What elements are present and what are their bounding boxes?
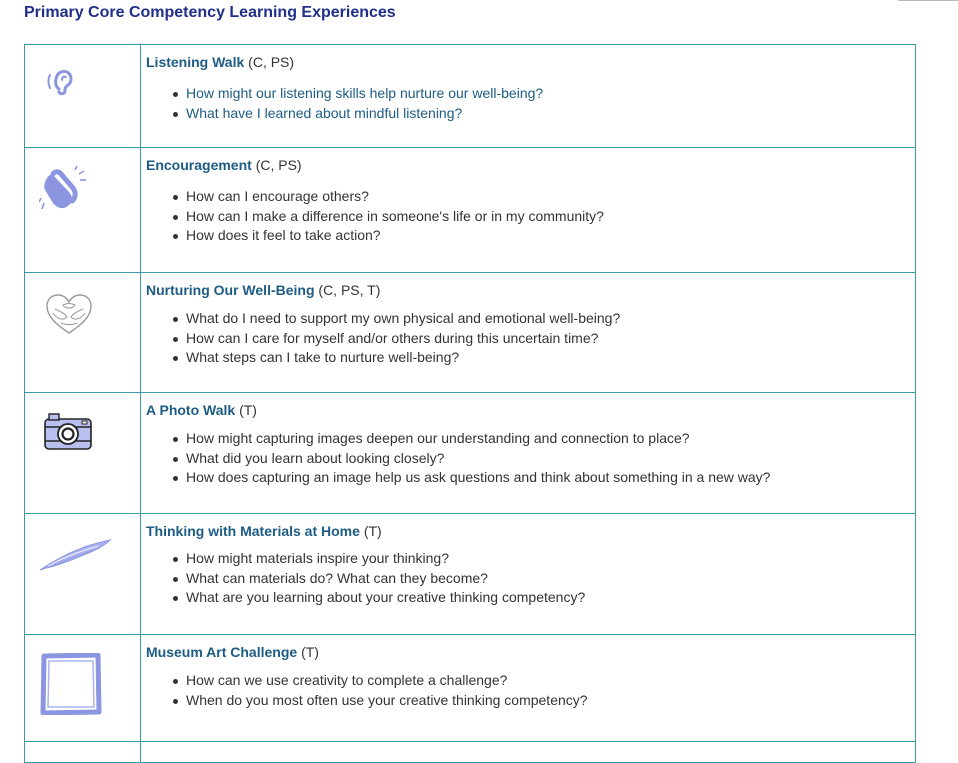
- competency-tags: (T): [239, 402, 257, 418]
- row-title-line: [146, 157, 910, 173]
- page-title: Primary Core Competency Learning Experiences: [24, 4, 396, 21]
- question-item: What can materials do? What can they become?: [186, 569, 910, 589]
- table-row: [25, 514, 916, 635]
- icon-cell: [25, 273, 141, 392]
- table-row: [25, 148, 916, 273]
- question-item: How can I make a difference in someone's life or in my community?: [186, 207, 910, 227]
- clapping-hands-icon: [39, 166, 87, 212]
- icon-cell: [25, 148, 141, 272]
- nurturing-well-being-link[interactable]: Nurturing Our Well-Being: [146, 282, 315, 298]
- experiences-table: [24, 44, 916, 763]
- row-title-line: [146, 523, 910, 539]
- table-row: [25, 742, 916, 763]
- question-item: What steps can I take to nurture well-being?: [186, 348, 910, 368]
- question-list: [146, 549, 910, 608]
- competency-tags: (C, PS, T): [318, 282, 381, 298]
- content-cell: [141, 45, 916, 147]
- content-cell: [141, 273, 916, 392]
- question-item: How can I care for myself and/or others during this uncertain time?: [186, 329, 910, 349]
- question-item: How might materials inspire your thinking?: [186, 549, 910, 569]
- camera-icon: [44, 413, 94, 451]
- row-title-line: [146, 402, 910, 418]
- competency-tags: (T): [301, 644, 319, 660]
- question-link[interactable]: What have I learned about mindful listening?: [186, 104, 910, 124]
- question-list: [146, 84, 910, 123]
- picture-frame-icon: [40, 653, 102, 715]
- competency-tags: (T): [363, 523, 382, 539]
- competency-tags: (C, PS): [255, 157, 302, 173]
- question-item: How does it feel to take action?: [186, 226, 910, 246]
- content-cell: [141, 635, 916, 741]
- question-list: [146, 309, 910, 368]
- icon-cell: [25, 635, 141, 741]
- content-cell: [141, 148, 916, 272]
- question-list: [146, 671, 910, 710]
- competency-tags: (C, PS): [248, 54, 295, 70]
- table-row: [25, 393, 916, 514]
- icon-cell: [25, 742, 141, 762]
- question-item: How does capturing an image help us ask questions and think about something in a new way?: [186, 468, 910, 488]
- question-item: How can I encourage others?: [186, 187, 910, 207]
- row-title-line: [146, 644, 910, 660]
- content-cell: [141, 742, 916, 762]
- table-row: [25, 45, 916, 148]
- question-link[interactable]: How might our listening skills help nurture our well-being?: [186, 84, 910, 104]
- icon-cell: [25, 393, 141, 513]
- paint-stroke-icon: [38, 538, 112, 572]
- row-title-line: [146, 282, 910, 298]
- encouragement-link[interactable]: Encouragement: [146, 157, 252, 173]
- museum-art-challenge-link[interactable]: Museum Art Challenge: [146, 644, 298, 660]
- question-item: When do you most often use your creative thinking competency?: [186, 691, 910, 711]
- row-title-line: [146, 54, 910, 70]
- top-divider: [898, 0, 958, 1]
- listening-walk-link[interactable]: Listening Walk: [146, 54, 245, 70]
- table-row: [25, 273, 916, 393]
- question-item: How might capturing images deepen our understanding and connection to place?: [186, 429, 910, 449]
- thinking-with-materials-link[interactable]: Thinking with Materials at Home: [146, 523, 360, 539]
- icon-cell: [25, 514, 141, 634]
- question-item: What did you learn about looking closely?: [186, 449, 910, 469]
- table-row: [25, 635, 916, 742]
- question-item: What do I need to support my own physical and emotional well-being?: [186, 309, 910, 329]
- photo-walk-link[interactable]: A Photo Walk: [146, 402, 236, 418]
- content-cell: [141, 514, 916, 634]
- question-item: What are you learning about your creative thinking competency?: [186, 588, 910, 608]
- ear-icon: [43, 61, 83, 101]
- question-item: How can we use creativity to complete a challenge?: [186, 671, 910, 691]
- content-cell: [141, 393, 916, 513]
- question-list: [146, 187, 910, 246]
- heart-hands-icon: [43, 291, 95, 337]
- question-list: [146, 429, 910, 488]
- icon-cell: [25, 45, 141, 147]
